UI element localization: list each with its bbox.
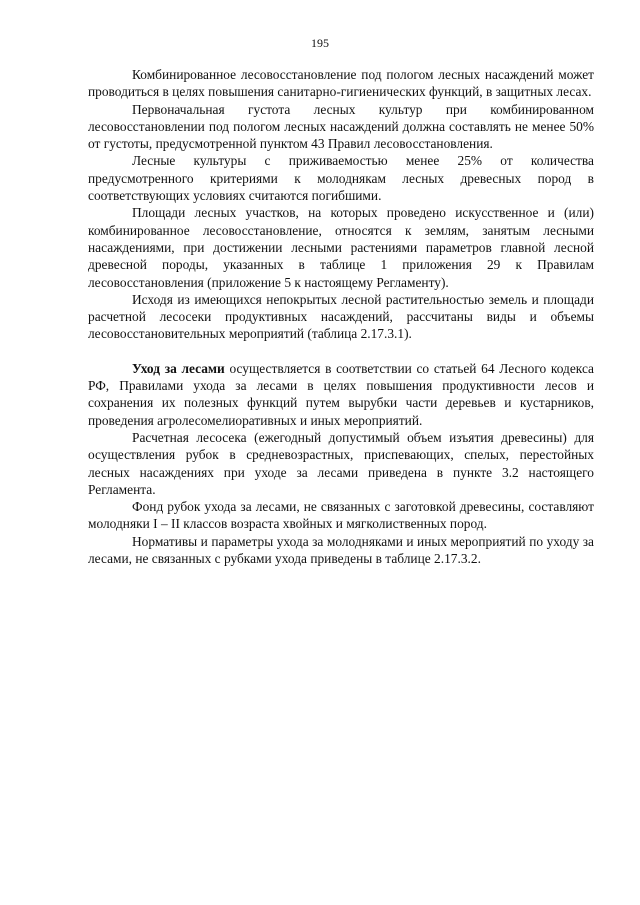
document-body	[88, 66, 594, 567]
forest-care-intro-text: осуществляется в соответствии со статьей 64 Лесного кодекса РФ, Правилами ухода за лесами в целях повышения продуктивности лесов и сохранения их полезных функций путем вырубки части деревьев и кустарников, проведения агролесомелиоративных и иных мероприятий.	[88, 360, 594, 428]
paragraph-combined-reforestation: Комбинированное лесовосстановление под пологом лесных насаждений может проводиться в целях повышения санитарно-гигиенических функций, в защитных лесах.	[88, 67, 594, 100]
paragraph-care-fund: Фонд рубок ухода за лесами, не связанных с заготовкой древесины, составляют молодняки I – II классов возраста хвойных и мягколиственных пород.	[88, 499, 594, 532]
paragraph-survival-rate: Лесные культуры с приживаемостью менее 25% от количества предусмотренного критериями к молоднякам лесных древесных пород в соответствующих условиях считаются погибшими.	[88, 153, 594, 204]
paragraph-forest-care-intro	[88, 360, 594, 429]
forest-care-heading: Уход за лесами	[132, 360, 225, 376]
paragraph-forest-land-areas: Площади лесных участков, на которых проведено искусственное и (или) комбинированное лесовосстановление, относятся к землям, занятым лесными насаждениями, при достижении лесными растениями параметров главной лесной древесной породы, указанных в таблице 1 приложения 29 к Правилам лесовосстановления (приложение 5 к настоящему Регламенту).	[88, 205, 594, 290]
paragraph-allowable-cut: Расчетная лесосека (ежегодный допустимый объем изъятия древесины) для осуществления рубок в средневозрастных, приспевающих, спелых, перестойных лесных насаждениях при уходе за лесами приведена в пункте 3.2 настоящего Регламента.	[88, 429, 594, 497]
paragraph-care-standards: Нормативы и параметры ухода за молодняками и иных мероприятий по уходу за лесами, не связанных с рубками ухода приведены в таблице 2.17.3.2.	[88, 533, 594, 567]
paragraph-reforestation-volumes: Исходя из имеющихся непокрытых лесной растительностью земель и площади расчетной лесосеки продуктивных насаждений, рассчитаны виды и объемы лесовосстановительных мероприятий (таблица 2.17.3.1).	[88, 291, 594, 342]
paragraph-initial-density: Первоначальная густота лесных культур при комбинированном лесовосстановлении под пологом лесных насаждений должна составлять не менее 50% от густоты, предусмотренной пунктом 43 Правил лесовосстановления.	[88, 101, 594, 152]
section-gap	[88, 343, 594, 360]
page-number: 195	[311, 36, 329, 50]
